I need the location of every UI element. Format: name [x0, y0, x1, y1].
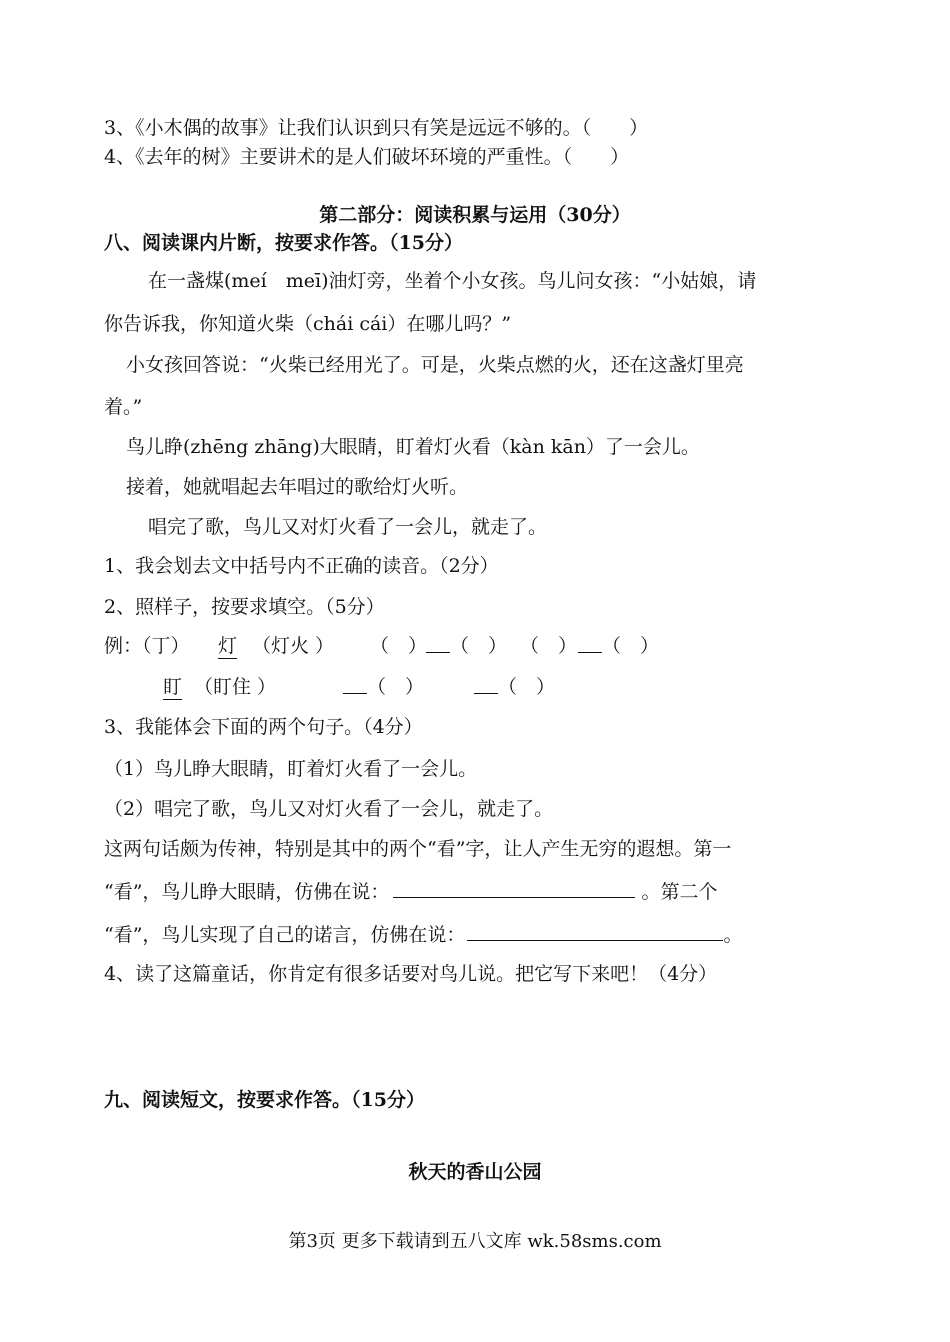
passage-line: 着。” [104, 396, 143, 418]
paren-blank[interactable]: （ ） [520, 635, 578, 657]
passage-line: 接着，她就唱起去年唱过的歌给灯火听。 [126, 476, 469, 498]
part2-title: 第二部分：阅读积累与运用（30分） [319, 204, 631, 226]
example-word: （灯火 ） [252, 635, 335, 657]
paren-blank[interactable]: （ ） [450, 635, 508, 657]
passage-line: 小女孩回答说：“火柴已经用光了。可是，火柴点燃的火，还在这盏灯里亮 [126, 354, 744, 376]
question-3-text: “看”，鸟儿睁大眼睛，仿佛在说： [104, 881, 390, 903]
passage-line: 在一盏煤(meí meī)油灯旁，坐着个小女孩。鸟儿问女孩：“小姑娘，请 [148, 270, 757, 292]
paren-blank[interactable]: （ ） [370, 635, 428, 657]
passage-line: 你告诉我，你知道火柴（chái cái）在哪儿吗？” [104, 313, 512, 335]
passage-line: 鸟儿睁(zhēng zhāng)大眼睛，盯着灯火看（kàn kān）了一会儿。 [126, 436, 700, 458]
example-char: 盯 [163, 676, 183, 698]
question-3: 3、我能体会下面的两个句子。（4分） [104, 716, 423, 738]
char-blank[interactable] [474, 675, 498, 694]
section9-title: 九、阅读短文，按要求作答。（15分） [104, 1089, 425, 1111]
paren-blank[interactable]: （ ） [602, 635, 660, 657]
answer-blank[interactable] [393, 879, 635, 898]
passage-line: 唱完了歌，鸟儿又对灯火看了一会儿，就走了。 [148, 516, 548, 538]
char-blank[interactable] [578, 634, 602, 653]
question-1: 1、我会划去文中括号内不正确的读音。（2分） [104, 555, 499, 577]
question-2: 2、照样子，按要求填空。（5分） [104, 596, 385, 618]
question-4: 4、读了这篇童话，你肯定有很多话要对鸟儿说。把它写下来吧！（4分） [104, 963, 718, 985]
sentence-2: （2）唱完了歌，鸟儿又对灯火看了一会儿，就走了。 [104, 798, 554, 820]
char-blank[interactable] [343, 675, 367, 694]
answer-blank[interactable] [467, 922, 723, 941]
question-3-text: “看”，鸟儿实现了自己的诺言，仿佛在说： [104, 924, 466, 946]
page-footer: 第3页 更多下载请到五八文库 wk.58sms.com [288, 1231, 662, 1252]
judge-question-3: 3、《小木偶的故事》让我们认识到只有笑是远远不够的。（ ） [104, 117, 649, 139]
question-3-text: 。 [723, 924, 743, 946]
section8-title: 八、阅读课内片断，按要求作答。（15分） [104, 232, 463, 254]
question-3-text: 这两句话颇为传神，特别是其中的两个“看”字，让人产生无穷的遐想。第一 [104, 838, 732, 860]
question-3-text: 。第二个 [641, 881, 718, 903]
char-blank[interactable] [426, 634, 450, 653]
example-char: 灯 [218, 635, 238, 657]
example-word: （盯住 ） [194, 676, 277, 698]
sentence-1: （1）鸟儿睁大眼睛，盯着灯火看了一会儿。 [104, 758, 478, 780]
paren-blank[interactable]: （ ） [498, 676, 556, 698]
paren-blank[interactable]: （ ） [367, 676, 425, 698]
article-title: 秋天的香山公园 [408, 1161, 542, 1183]
example-label: 例：（丁） [104, 635, 190, 657]
judge-question-4: 4、《去年的树》主要讲术的是人们破坏环境的严重性。（ ） [104, 146, 630, 168]
